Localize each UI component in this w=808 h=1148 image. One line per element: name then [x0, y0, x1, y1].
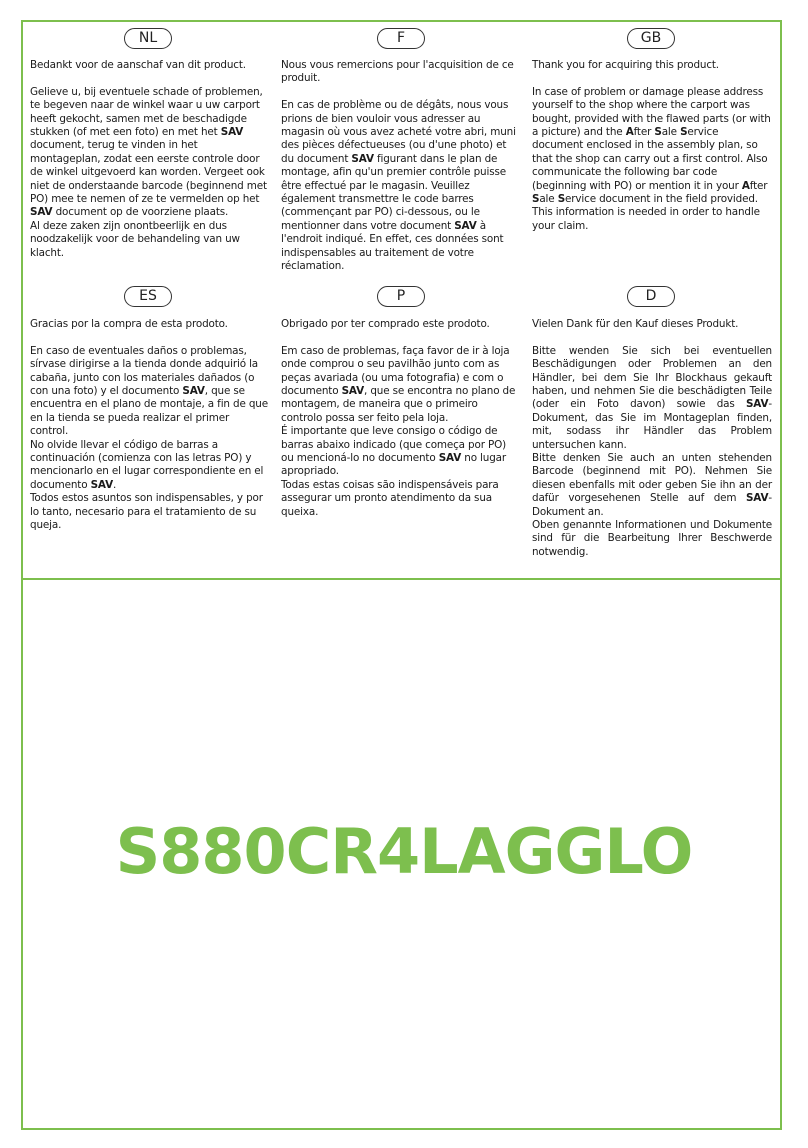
d-sav-1: SAV: [745, 398, 769, 411]
gb-text-2: ervice document enclosed in the assembly plan, so that the shop can carry out a first control. Also communicate the following bar code (beginning with PO) or mention it in your: [532, 126, 768, 192]
p-sav-2: SAV: [438, 452, 462, 465]
p-sav-1: SAV: [341, 385, 365, 398]
d-text-1: Bitte wenden Sie sich bei eventuellen Beschädigungen oder Problemen an den Händler, bei dem Sie Ihr Blockhaus gekauft haben, und nehmen Sie die beschädigten Teile (oder ein Foto davon) sowie das: [532, 344, 772, 411]
f-text-3: à l'endroit indiqué. En effet, ces données sont indispensables au traitement de votre réclamation.: [281, 219, 504, 273]
nl-closing: Al deze zaken zijn onontbeerlijk en dus noodzakelijk voor de behandeling van uw klacht.: [30, 219, 240, 259]
f-intro: Nous vous remercions pour l'acquisition de ce produit.: [281, 59, 514, 85]
es-intro: Gracias por la compra de esta prodoto.: [30, 318, 228, 330]
gb-s-1: S: [654, 126, 662, 139]
section-es: [30, 318, 270, 532]
f-text-2: figurant dans le plan de montage, afin qu'un premier contrôle puisse être effectué par le magasin. Veuillez également transmettre le code barres (commençant par PO) ci-dessous, ou le mentionner dans votre document: [281, 152, 506, 232]
nl-sav-1: SAV: [220, 126, 244, 139]
p-intro: Obrigado por ter comprado este prodoto.: [281, 318, 490, 330]
es-text-3: No olvide llevar el código de barras a continuación (comienza con las letras PO) y mencionarlo en el lugar correspondiente en el documento: [30, 438, 264, 491]
f-sav-1: SAV: [351, 152, 374, 165]
nl-text-1: Gelieve u, bij eventuele schade of problemen, te begeven naar de winkel waar u uw carport heeft gekocht, samen met de beschadigde stukken (of met een foto) en met het: [30, 85, 263, 139]
es-body-2: [30, 439, 270, 493]
es-text-2: , que se encuentra en el plano de montaje, a fin de que en la tienda se pueda realizar el primer control.: [30, 385, 268, 438]
nl-body: [30, 86, 270, 220]
nl-text-2: document, terug te vinden in het montageplan, zodat een eerste controle door de winkel uitgevoerd kan worden. Vergeet ook niet de onderstaande barcode (beginnend met PO) mee te nemen of ze te vermelden op het: [30, 139, 267, 206]
gb-sv-2: S: [557, 193, 566, 206]
gb-after-1: fter: [633, 126, 655, 139]
lang-badge-gb: GB: [627, 28, 675, 49]
nl-intro: Bedankt voor de aanschaf van dit product.: [30, 59, 246, 71]
lang-badge-es: ES: [124, 286, 172, 307]
p-text-2: , que se encontra no plano de montagem, de maneira que o primeiro controlo possa ser feito pela loja.: [281, 385, 516, 424]
product-code: S880CR4LAGGLO: [115, 815, 693, 888]
d-text-3-end: -Dokument an.: [532, 492, 772, 518]
nl-text-3: document op de voorziene plaats.: [52, 206, 229, 219]
d-body-2: [532, 452, 772, 519]
gb-a-1: A: [625, 126, 634, 139]
section-f: [281, 59, 521, 273]
nl-sav-2: SAV: [30, 206, 53, 219]
f-body: [281, 99, 521, 273]
f-sav-2: SAV: [454, 219, 477, 232]
d-sav-2: SAV: [745, 492, 769, 505]
gb-a-2: A: [741, 179, 750, 192]
d-text-3: Bitte denken Sie auch an unten stehenden Barcode (beginnend mit PO). Nehmen Sie diesen ebenfalls mit oder geben Sie ihn an der dafür vorgesehenen Stelle auf dem: [532, 452, 772, 505]
lang-badge-f: F: [377, 28, 425, 49]
p-body: [281, 345, 521, 425]
gb-sale-2: ale: [539, 193, 558, 206]
lang-badge-p: P: [377, 286, 425, 307]
es-text-3-end: .: [113, 478, 117, 491]
es-closing: Todos estos asuntos son indispensables, y por lo tanto, necesario para el tratamiento de su queja.: [30, 492, 263, 532]
p-text-3-end: no lugar apropriado.: [281, 452, 507, 478]
lang-badge-nl: NL: [124, 28, 172, 49]
gb-sale-1: ale: [661, 126, 681, 139]
lang-badge-d: D: [627, 286, 675, 307]
section-divider: [23, 578, 780, 580]
es-text-1: En caso de eventuales daños o problemas, sírvase dirigirse a la tienda donde adquirió la cabaña, junto con los materiales dañados (o con una foto) y el documento: [30, 344, 259, 398]
gb-after-2: fter: [749, 179, 768, 192]
p-text-1: Em caso de problemas, faça favor de ir à loja onde comprou o seu pavilhão junto com as peças avariada (ou uma fotografia) e com o documento: [281, 344, 510, 398]
es-sav-1: SAV: [182, 385, 205, 398]
section-gb: [532, 59, 772, 233]
d-closing: Oben genannte Informationen und Dokumente sind für die Bearbeitung Ihrer Beschwerde notwendig.: [532, 519, 772, 558]
p-closing: Todas estas coisas são indispensáveis para assegurar um pronto atendimento da sua queixa.: [281, 478, 499, 518]
d-text-2: -Dokument, das Sie im Montageplan finden, mit, sodass ihr Händler das Problem untersuchen kann.: [532, 398, 772, 451]
section-p: [281, 318, 521, 519]
gb-text-1: In case of problem or damage please address yourself to the shop where the carport was bought, provided with the flawed parts (or with a picture) and the: [532, 85, 771, 139]
gb-body: [532, 86, 772, 233]
gb-intro: Thank you for acquiring this product.: [532, 59, 719, 71]
es-sav-2: SAV: [90, 478, 114, 491]
d-body: [532, 345, 772, 452]
gb-s-2: S: [532, 193, 540, 206]
p-text-3: É importante que leve consigo o código de barras abaixo indicado (que começa por PO) ou mencioná-lo no documento: [281, 425, 507, 465]
gb-text-3: ervice document in the field provided. This information is needed in order to handle your claim.: [532, 193, 760, 232]
es-body: [30, 345, 270, 439]
section-nl: [30, 59, 270, 260]
p-body-2: [281, 425, 521, 479]
section-d: [532, 318, 772, 559]
gb-sv-1: S: [680, 126, 688, 139]
f-text-1: En cas de problème ou de dégâts, nous vous prions de bien vouloir vous adresser au magasin où vous avez acheté votre abri, muni des pièces défectueuses (ou d'une photo) et du document: [281, 99, 516, 165]
d-intro: Vielen Dank für den Kauf dieses Produkt.: [532, 318, 739, 330]
